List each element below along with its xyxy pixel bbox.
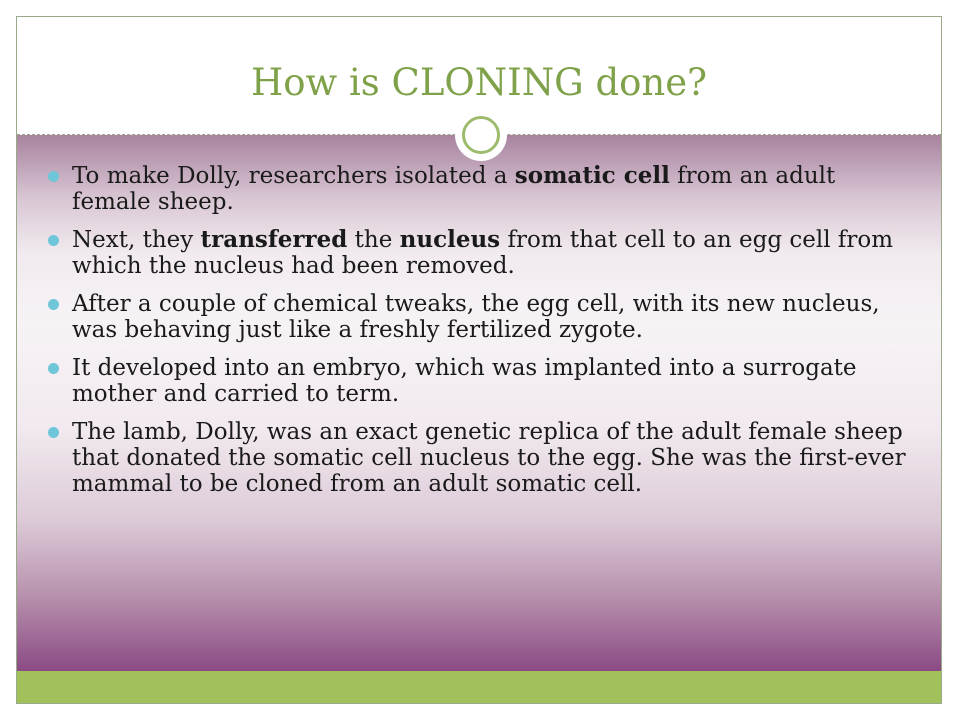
round-bullet-icon <box>48 299 59 310</box>
bullet-text: from an adult female sheep. <box>72 163 836 215</box>
bullet-text: The lamb, Dolly, was an exact genetic replica of the adult female sheep that donated the somatic cell nucleus to the egg. She was the first-ever mammal to be cloned from an adult somatic cell. <box>72 419 906 497</box>
bullet-item <box>48 419 908 497</box>
slide-title: How is CLONING done? <box>251 61 707 104</box>
bullet-bold-text: nucleus <box>399 226 501 253</box>
circle-ring-icon <box>456 110 506 160</box>
bullet-bold-text: transferred <box>200 226 348 253</box>
bullet-text: from that cell to an egg cell from which the nucleus had been removed. <box>72 227 894 279</box>
ring-shape <box>462 116 500 154</box>
bullet-item <box>48 291 908 343</box>
bullet-item <box>48 355 908 407</box>
bullet-item <box>48 163 908 215</box>
footer-bar <box>17 671 941 703</box>
bullet-list <box>48 163 908 509</box>
bullet-item <box>48 227 908 279</box>
bullet-text: To make Dolly, researchers isolated a <box>72 163 515 189</box>
bullet-text: After a couple of chemical tweaks, the egg cell, with its new nucleus, was behaving just like a freshly fertilized zygote. <box>72 291 880 343</box>
bullet-text: It developed into an embryo, which was implanted into a surrogate mother and carried to term. <box>72 355 857 407</box>
bullet-text: Next, they <box>72 227 201 253</box>
round-bullet-icon <box>48 235 59 246</box>
round-bullet-icon <box>48 427 59 438</box>
round-bullet-icon <box>48 171 59 182</box>
bullet-text: the <box>347 227 400 253</box>
bullet-bold-text: somatic cell <box>514 162 670 189</box>
round-bullet-icon <box>48 363 59 374</box>
